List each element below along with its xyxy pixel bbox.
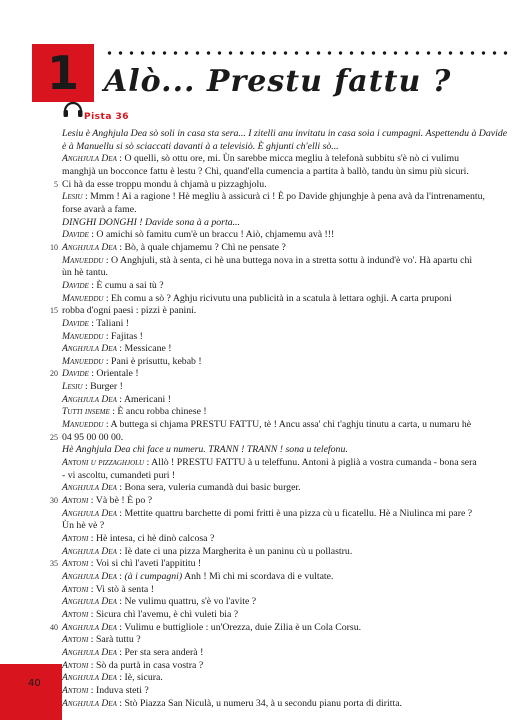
dialogue-line: [62, 343, 510, 356]
speaker-name: Anghjula Dea: [62, 570, 117, 582]
dialogue-line: [62, 229, 510, 242]
line-number: 10: [50, 242, 58, 252]
page-number: 40: [28, 678, 41, 689]
dialogue-line: [62, 356, 510, 369]
dialogue-line: [62, 660, 510, 673]
line-text: : O amichi sò famitu cum'è un braccu ! Aiò, chjamemu avà !!!: [88, 229, 335, 241]
line-text: robba d'ogni paesi : pizzi è panini.: [62, 305, 197, 317]
speaker-name: Antoni: [62, 558, 89, 570]
dialogue-line: [62, 647, 510, 660]
line-text: : Eh comu a sò ? Aghju ricivutu una publicità in a scatula à lettara oghji. A carta pruponi: [103, 292, 452, 304]
dialogue-line: [62, 457, 510, 470]
speaker-name: Anghjula Dea: [62, 596, 117, 608]
line-text: : Voi si chì l'aveti l'appititu !: [88, 558, 202, 570]
dialogue-line: [62, 141, 510, 154]
speaker-name: Davide: [62, 279, 89, 291]
dialogue-line: [62, 596, 510, 609]
line-text: : Iè date ci una pizza Margherita è un paninu cù u pollastru.: [116, 545, 353, 557]
speaker-name: Davide: [62, 368, 89, 380]
speaker-name: Anghjula Dea: [62, 393, 117, 405]
speaker-name: Anghjula Dea: [62, 482, 117, 494]
dialogue-line: [62, 672, 510, 685]
speaker-name: Anghjula Dea: [62, 697, 117, 709]
speaker-name: Lesiu: [62, 381, 83, 393]
line-text: : O Anghjuli, stà à senta, ci hè una buttega nova in a stretta sottu à indund'è vo'. Hà apartu chì: [103, 254, 473, 266]
dialogue-line: [62, 267, 510, 280]
speaker-name: Antoni: [62, 684, 89, 696]
speaker-name: Antoni: [62, 495, 89, 507]
line-text: : È cumu a sai tù ?: [88, 279, 164, 291]
speaker-name: Anghjula Dea: [62, 545, 117, 557]
dialogue-line: [62, 381, 510, 394]
dialogue-line: [62, 482, 510, 495]
narration-text: è à Manuellu si sò sciaccati davanti à a televisiò. È ghjunti ch'elli sò...: [62, 140, 339, 152]
dialogue-line: [62, 166, 510, 179]
dialogue-line: [62, 533, 510, 546]
speaker-name: Tutti inseme: [62, 406, 110, 418]
speaker-name: Antoni: [62, 659, 89, 671]
dialogue-line: [62, 204, 510, 217]
dialogue-line: [62, 508, 510, 521]
dialogue-line: [62, 153, 510, 166]
line-text: : Mmm ! Ai a ragione ! Hè megliu à assicurà ci ! È po Davide ghjunghje à pena avà da l'intrenamentu,: [82, 191, 485, 203]
dialogue-line: [62, 698, 510, 711]
line-text: : Ne vulimu quattru, s'è vo l'avite ?: [116, 596, 257, 608]
line-text: : Fajitas !: [103, 330, 143, 342]
dialogue-line: [50, 368, 510, 381]
dialogue-line: [62, 406, 510, 419]
dialogue-line: [50, 495, 510, 508]
speaker-name: Anghjula Dea: [62, 672, 117, 684]
speaker-name: Manueddu: [62, 292, 104, 304]
line-text: : È ancu robba chinese !: [109, 406, 207, 418]
audio-track-label: Pista 36: [84, 112, 130, 122]
line-text: : Bò, à quale chjamemu ? Chì ne pensate ?: [116, 241, 286, 253]
line-text: : Iè, sicura.: [116, 672, 163, 684]
dialogue-line: [62, 191, 510, 204]
dialogue-line: [62, 128, 510, 141]
speaker-name: Antoni: [62, 533, 89, 544]
narration-text: Hè Anghjula Dea chì face u numeru. TRANN ! TRANN ! sona u telefonu.: [62, 444, 348, 456]
speaker-name: Antoni u pizzaghjolu: [62, 457, 145, 469]
line-text: Anh ! Mì chì mi scordava di e vultate.: [182, 570, 334, 582]
page-number-box: [0, 664, 62, 720]
dialogue-line: [62, 470, 510, 483]
line-number: 15: [50, 306, 58, 316]
dialogue-line: [62, 331, 510, 344]
speaker-name: Davide: [62, 317, 89, 329]
dialogue-line: [62, 318, 510, 331]
line-text: : Sarà tuttu ?: [88, 634, 141, 646]
line-text: : Pani è prisuttu, kebab !: [103, 355, 202, 367]
speaker-name: Antoni: [62, 634, 89, 646]
lesson-title: Alò... Prestu fattu ?: [104, 64, 452, 99]
dialogue-line: [62, 634, 510, 647]
narration-text: Lesiu è Anghjula Dea sò soli in casa sta sera... I zitelli anu invitatu in casa soia i cumpagni. Aspettendu à Davide: [62, 128, 508, 139]
line-text: : Stò Piazza San Niculà, u numeru 34, à u secondu pianu porta di diritta.: [116, 697, 402, 709]
dialogue-line: [62, 520, 510, 533]
line-number: 35: [50, 559, 58, 569]
line-text: Ci hà da esse troppu mondu à chjamà u pizzaghjolu.: [62, 178, 267, 190]
line-text: 04 95 00 00 00.: [62, 431, 124, 443]
line-number: 5: [54, 179, 58, 189]
line-text: : Và bè ! È po ?: [88, 495, 153, 507]
line-number: 20: [50, 369, 58, 379]
line-text: : Vi stò à senta !: [88, 583, 154, 595]
dialogue-line: [62, 444, 510, 457]
line-separator: :: [116, 570, 125, 582]
dialogue-line: [62, 394, 510, 407]
line-text: : Per sta sera anderà !: [116, 646, 204, 658]
speaker-name: Lesiu: [62, 191, 83, 203]
line-text: : Burger !: [82, 381, 123, 393]
dialogue-line: [54, 178, 510, 192]
speaker-name: Anghjula Dea: [62, 646, 117, 658]
line-text: ùn hè tantu.: [62, 267, 108, 279]
chapter-number-box: [32, 44, 94, 102]
speaker-name: Anghjula Dea: [62, 507, 117, 519]
dialogue-line: [62, 685, 510, 698]
speaker-name: Anghjula Dea: [62, 241, 117, 253]
line-number: 30: [50, 496, 58, 506]
speaker-name: Davide: [62, 229, 89, 241]
speaker-name: Manueddu: [62, 419, 104, 431]
dialogue-text: [50, 128, 510, 710]
speaker-name: Manueddu: [62, 254, 104, 266]
dialogue-line: [62, 546, 510, 559]
speaker-name: Anghjula Dea: [62, 621, 117, 633]
dialogue-line: [62, 280, 510, 293]
chapter-number: 1: [46, 46, 79, 100]
line-text: : Taliani !: [88, 317, 130, 329]
line-text: - vi ascoltu, cumandeti puri !: [62, 469, 176, 481]
line-text: manghjà un bocconce fattu è lestu ? Chì, quand'ella cumencia a partita à ballò, tandu ùn simu più sicuri.: [62, 165, 469, 177]
line-text: : Mettite quattru barchette di pomi fritti è una pizza cù u ficatellu. Hè a Niulinca mi pare ?: [116, 507, 473, 519]
stage-direction: (à i cumpagni): [124, 570, 183, 582]
dialogue-line: [62, 293, 510, 306]
dialogue-line: [62, 217, 510, 230]
speaker-name: Antoni: [62, 608, 89, 620]
dialogue-line: [62, 255, 510, 268]
line-text: : Sò da purtà in casa vostra ?: [88, 659, 204, 671]
dialogue-line: [50, 558, 510, 571]
headphones-icon: [62, 98, 84, 120]
speaker-name: Anghjula Dea: [62, 153, 117, 165]
dialogue-line: [62, 571, 510, 584]
line-number: 40: [50, 622, 58, 632]
dialogue-line: [50, 621, 510, 635]
speaker-name: Manueddu: [62, 330, 104, 342]
line-text: : Messicane !: [116, 343, 172, 355]
narration-text: DINGHI DONGHI ! Davide sona à a porta...: [62, 216, 240, 228]
dialogue-line: [62, 609, 510, 622]
dotted-rule: [104, 48, 514, 58]
line-text: : Vulimu e buttigliole : un'Orezza, duie Zilia è un Cola Corsu.: [116, 621, 362, 633]
dialogue-line: [50, 241, 510, 255]
line-text: : Sicura chì l'avemu, è chì vuleti bia ?: [88, 608, 239, 620]
line-text: : Induva steti ?: [88, 684, 149, 696]
line-text: : Allò ! PRESTU FATTU à u teleffunu. Antoni à piglià a vostra cumanda - bona sera: [144, 457, 477, 469]
dialogue-line: [50, 305, 510, 318]
line-text: : Hè intesa, ci hè dinò calcosa ?: [88, 533, 215, 544]
speaker-name: Antoni: [62, 583, 89, 595]
line-text: : Americani !: [116, 393, 171, 405]
line-number: 25: [50, 432, 58, 442]
line-text: : Bona sera, vuleria cumandà dui basic burger.: [116, 482, 301, 494]
dialogue-line: [50, 431, 510, 445]
dialogue-line: [62, 584, 510, 597]
line-text: : A buttega si chjama PRESTU FATTU, tè ! Ancu assa' chì t'aghju tinutu a carta, u numaru hè: [103, 419, 472, 431]
speaker-name: Manueddu: [62, 355, 104, 367]
line-text: forse avarà a fame.: [62, 203, 137, 215]
line-text: Ùn hè vè ?: [62, 520, 105, 532]
line-text: : Orientale !: [88, 368, 139, 380]
speaker-name: Anghjula Dea: [62, 343, 117, 355]
dialogue-line: [62, 419, 510, 432]
line-text: : O quelli, sò ottu ore, mi. Ùn sarebbe micca megliu à telefonà subbitu s'è nò ci vulimu: [116, 153, 459, 165]
